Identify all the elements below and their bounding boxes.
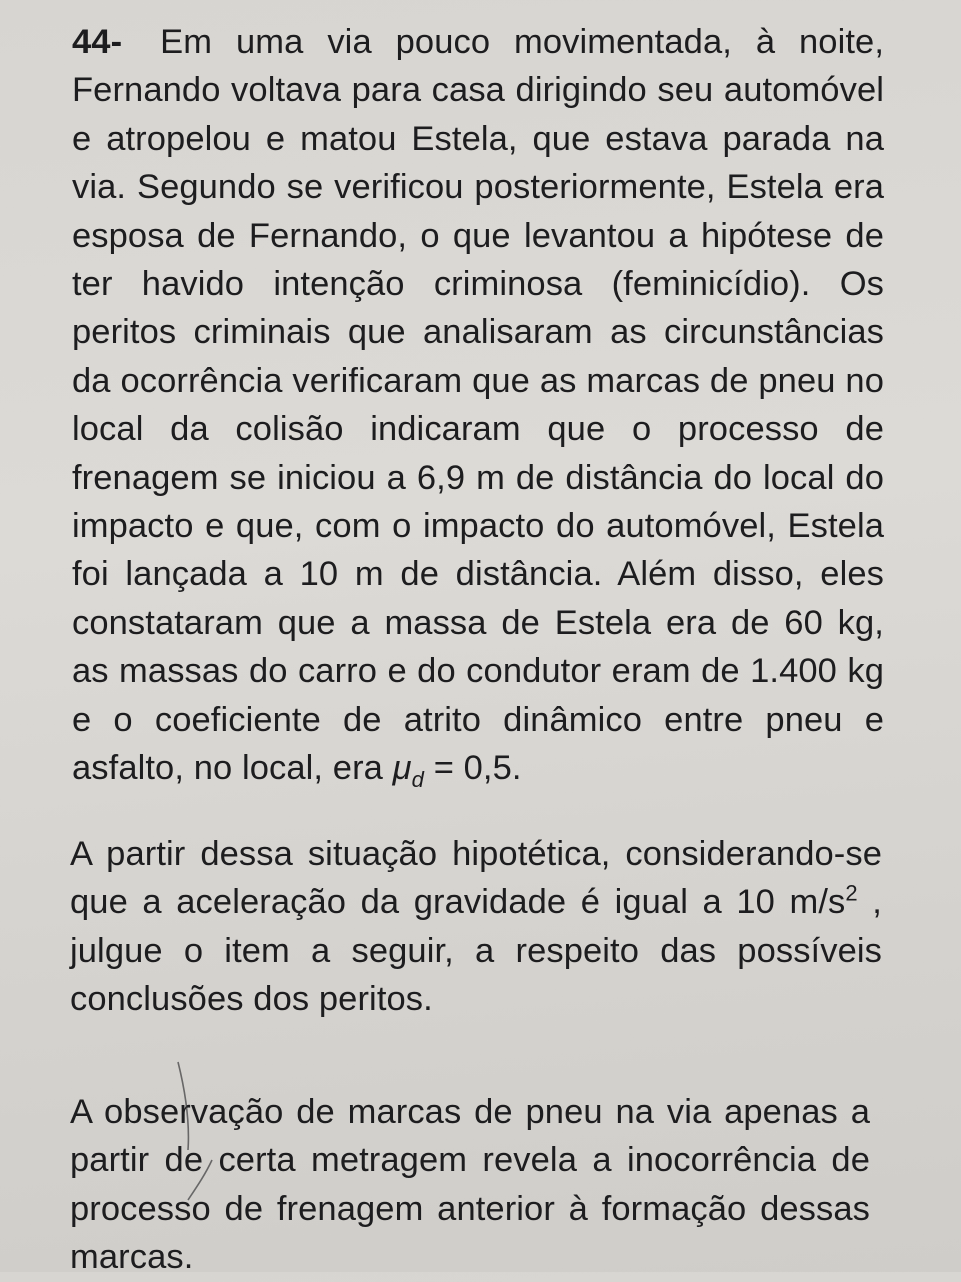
friction-coefficient-symbol [392, 749, 425, 792]
gravity-unit-exponent: 2 [845, 880, 858, 906]
question-statement [72, 18, 884, 804]
question-prompt [70, 830, 882, 1024]
question-first-line: Em uma via pouco movimentada, à noite, [160, 23, 884, 61]
prompt-text-before: A partir dessa situação hipotética, considerando-se que a aceleração da gravidade é igual a 10 [70, 835, 882, 922]
judgment-item [70, 1088, 870, 1282]
friction-coefficient-value: = 0,5. [424, 749, 522, 788]
prompt-text-after: , julgue o item a seguir, a respeito das possíveis conclusões dos peritos. [70, 883, 882, 1019]
item-text: A observação de marcas de pneu na via apenas a partir de certa metragem revela a inocorrência de processo de frenagem anterior à formação dessas marcas. [70, 1093, 870, 1277]
mu-letter: μ [392, 749, 412, 788]
gravity-unit: m/s [789, 883, 846, 922]
question-number: 44- [72, 23, 123, 61]
question-body: Fernando voltava para casa dirigindo seu automóvel e atropelou e matou Estela, que estava parada na via. Segundo se verificou posteriormente, Estela era esposa de Fernando, o que levantou a hipótese de ter havido intenção criminosa (feminicídio). Os peritos criminais que analisaram as circunstâncias da ocorrência verificaram que as marcas de pneu no local da colisão indicaram que o processo de frenagem se iniciou a 6,9 m de distância do local do impacto e que, com o impacto do automóvel, Estela foi lançada a 10 m de distância. Além disso, eles constataram que a massa de Estela era de 60 kg, as massas do carro e do condutor eram de 1.400 kg e o coeficiente de atrito dinâmico entre pneu e asfalto, no local, era [72, 71, 884, 788]
mu-subscript: d [411, 766, 425, 792]
